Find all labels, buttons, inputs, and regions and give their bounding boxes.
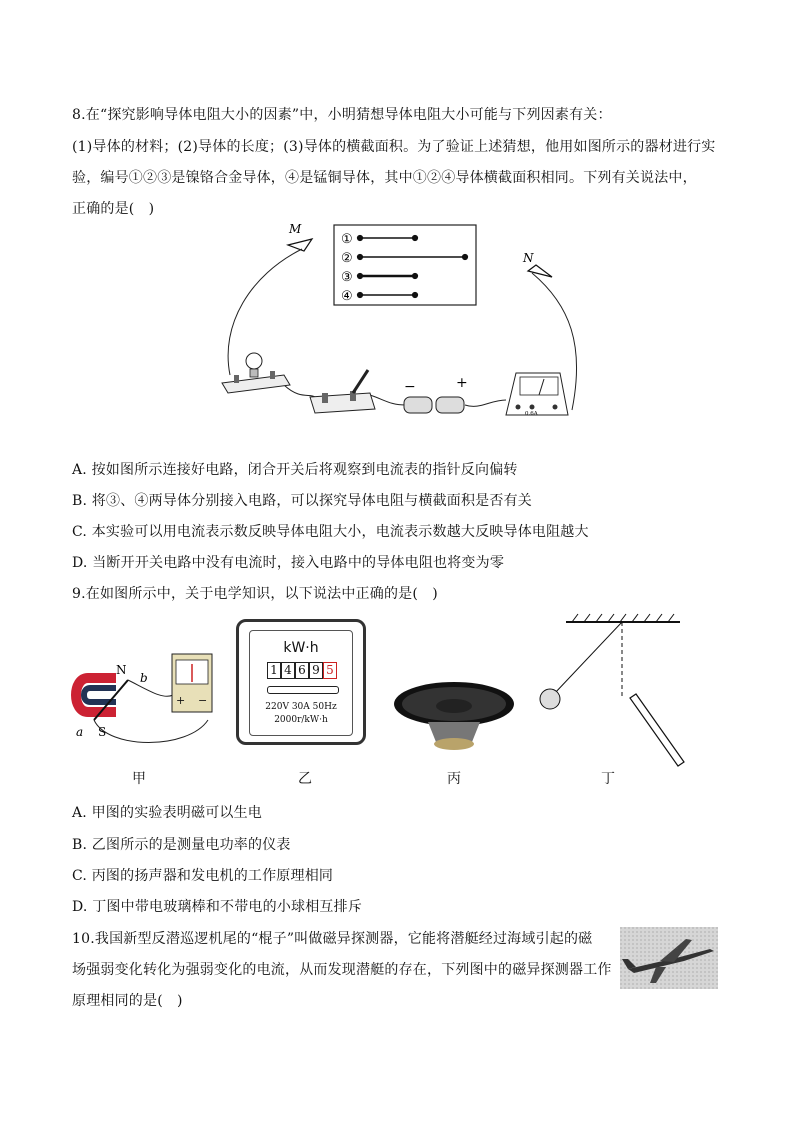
svg-text:S: S (98, 725, 107, 739)
meter-unit: kW·h (283, 640, 319, 656)
q10-stem-line-3: 原理相同的是( ) (72, 993, 183, 1009)
glass-rod (630, 694, 684, 766)
ammeter-icon (506, 373, 568, 417)
q9-option-c: C. 丙图的扬声器和发电机的工作原理相同 (72, 868, 334, 884)
q9-fig-bing-speaker (392, 680, 518, 755)
svg-text:−: − (404, 379, 416, 395)
q8-option-b: B. 将③、④两导体分别接入电路，可以探究导体电阻与横截面积是否有关 (72, 493, 532, 509)
meter-digit: 4 (281, 662, 295, 679)
svg-text:+: + (456, 375, 468, 391)
conductor-2-label: ② (341, 251, 353, 266)
q8-stem-line-1: 8.在“探究影响导体电阻大小的因素”中，小明猜想导体电阻大小可能与下列因素有关： (72, 107, 612, 123)
clip-n (528, 265, 552, 277)
meter-spec-2: 2000r/kW·h (274, 715, 328, 725)
q8-stem-line-4: 正确的是( ) (72, 201, 155, 217)
meter-digit-red: 5 (323, 662, 337, 679)
battery-icon (404, 375, 468, 413)
pendulum-ball (540, 689, 560, 709)
q9-fig-jia (68, 650, 228, 760)
meter-digits (267, 662, 337, 679)
svg-text:a: a (76, 725, 84, 739)
svg-text:N: N (116, 663, 127, 677)
q8-option-d: D. 当断开开关电路中没有电流时，接入电路中的导体电阻也将变为零 (72, 555, 505, 571)
meter-disc-icon (267, 686, 339, 694)
pendulum-thread (554, 622, 622, 694)
q8-circuit-figure (210, 215, 590, 430)
svg-text:0.6A: 0.6A (525, 411, 538, 417)
conductor-3-label: ③ (341, 270, 353, 285)
wire-m-to-lamp (228, 249, 302, 375)
q9-option-d: D. 丁图中带电玻璃棒和不带电的小球相互排斥 (72, 899, 363, 915)
q8-option-a: A. 按如图所示连接好电路，闭合开关后将观察到电流表的指针反向偏转 (72, 462, 518, 478)
meter-digit: 1 (267, 662, 281, 679)
q9-option-b: B. 乙图所示的是测量电功率的仪表 (72, 837, 291, 853)
meter-digit: 6 (295, 662, 309, 679)
q9-stem: 9.在如图所示中，关于电学知识，以下说法中正确的是( ) (72, 586, 438, 602)
bulb-icon (222, 353, 290, 393)
conductor-board (334, 225, 476, 305)
q10-stem-line-1: 10.我国新型反潜巡逻机尾的“棍子”叫做磁异探测器，它能将潜艇经过海域引起的磁 (72, 931, 593, 947)
svg-text:+: + (176, 694, 186, 707)
q8-option-c: C. 本实验可以用电流表示数反映导体电阻大小，电流表示数越大反映导体电阻越大 (72, 524, 589, 540)
patrol-aircraft-photo (620, 927, 718, 989)
q9-fig-ding (530, 612, 690, 767)
conductor-1-label: ① (341, 232, 353, 247)
galvanometer-icon (172, 654, 212, 712)
q9-fig-yi-meter (236, 619, 366, 745)
knife-switch-icon (310, 370, 375, 413)
svg-text:−: − (198, 694, 208, 707)
q9-option-a: A. 甲图的实验表明磁可以生电 (72, 805, 263, 821)
clip-n-label: N (523, 251, 534, 265)
q8-stem-line-2: (1)导体的材料；(2)导体的长度；(3)导体的横截面积。为了验证上述猜想，他用如图所示的器材进行实 (72, 139, 716, 155)
meter-digit: 9 (309, 662, 323, 679)
q10-stem-line-2: 场强弱变化转化为强弱变化的电流，从而发现潜艇的存在，下列图中的磁异探测器工作 (72, 962, 612, 978)
clip-m (288, 239, 312, 251)
caption-jia: 甲 (132, 771, 146, 787)
svg-text:b: b (140, 671, 148, 685)
caption-bing: 丙 (447, 771, 461, 787)
conductor-4-label: ④ (341, 289, 353, 304)
clip-m-label: M (289, 222, 302, 236)
meter-spec-1: 220V 30A 50Hz (265, 702, 337, 712)
caption-yi: 乙 (298, 771, 312, 787)
caption-ding: 丁 (601, 771, 615, 787)
q8-stem-line-3: 验，编号①②③是镍铬合金导体，④是锰铜导体，其中①②④导体横截面积相同。下列有关说法中， (72, 170, 697, 186)
